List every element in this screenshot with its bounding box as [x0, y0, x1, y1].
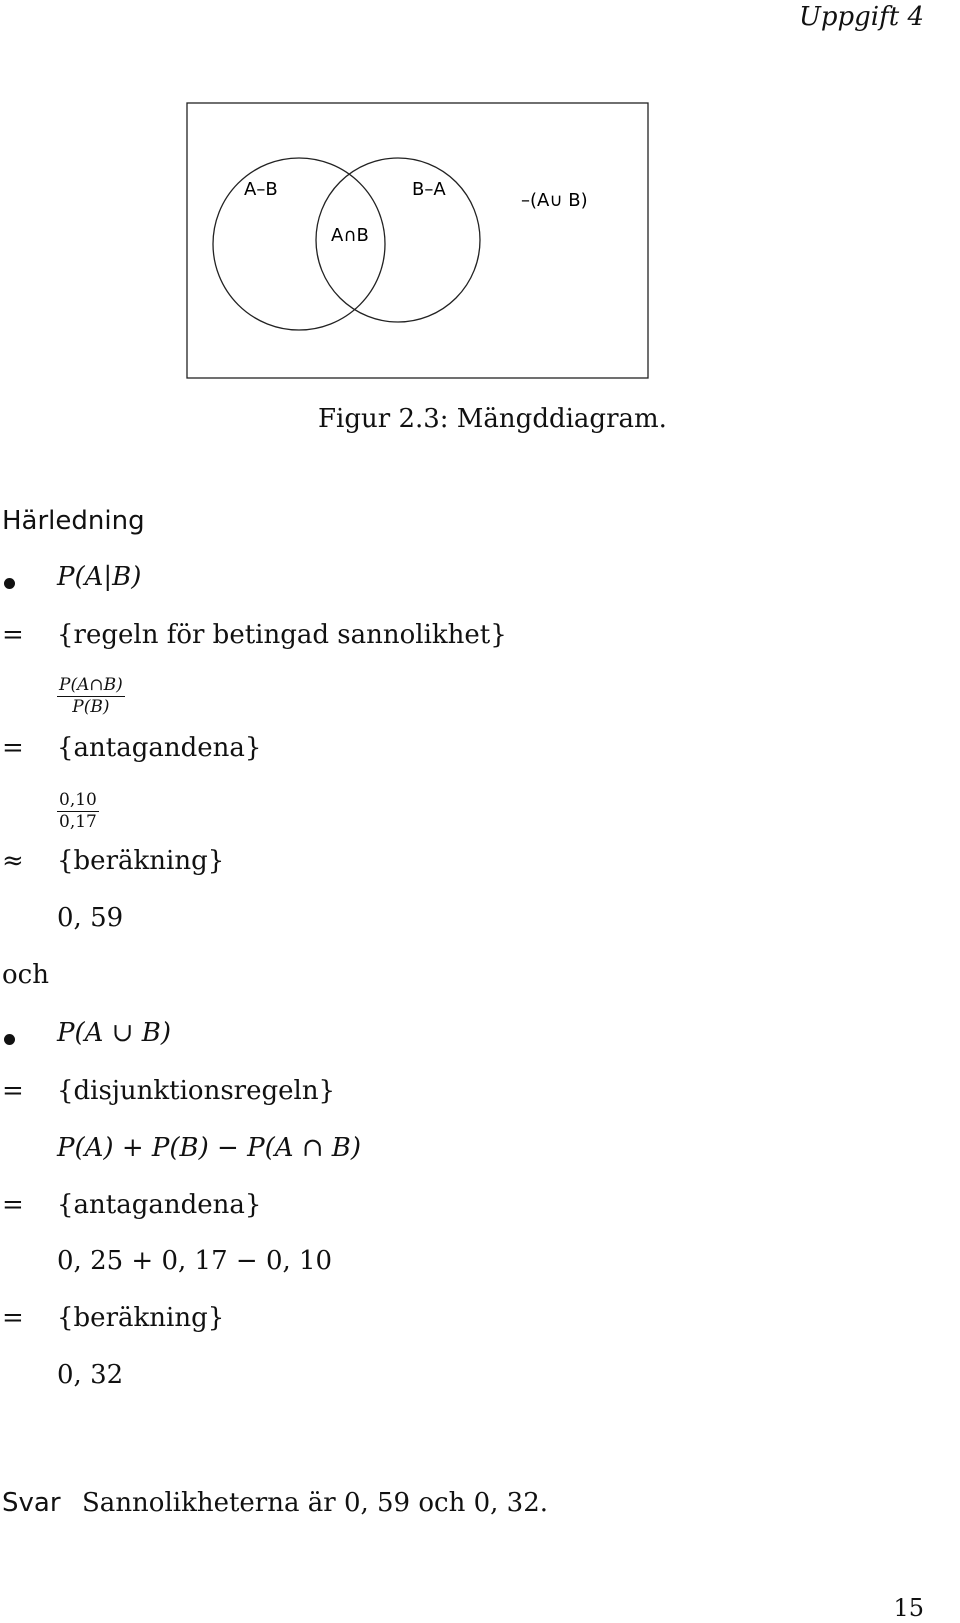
fraction-2-numerator: 0,10 — [59, 790, 97, 810]
part1-expression: P(A|B) — [57, 562, 142, 592]
part1-fraction-1 — [57, 676, 125, 716]
answer-text: Sannolikheterna är 0, 59 och 0, 32. — [82, 1488, 549, 1518]
part2-line3: 0, 25 + 0, 17 − 0, 10 — [57, 1246, 333, 1276]
section-title: Härledning — [2, 506, 145, 536]
part2-step3-hint: {beräkning} — [57, 1303, 225, 1333]
label-complement-union: –(A∪ B) — [521, 190, 588, 211]
page-header: Uppgift 4 — [798, 2, 924, 32]
part1-step1-symbol: = — [2, 620, 24, 650]
part1-step3-symbol: ≈ — [2, 846, 24, 876]
bullet-1 — [4, 578, 15, 589]
label-a-minus-b: A–B — [244, 179, 278, 200]
part2-expression: P(A ∪ B) — [57, 1018, 171, 1048]
page-number: 15 — [893, 1594, 924, 1622]
connector-och: och — [2, 960, 49, 990]
part2-line2: P(A) + P(B) − P(A ∩ B) — [57, 1133, 362, 1163]
part1-step2-symbol: = — [2, 733, 24, 763]
part2-step1-symbol: = — [2, 1076, 24, 1106]
part1-step1-hint: {regeln för betingad sannolikhet} — [57, 620, 507, 650]
part1-fraction-2 — [57, 791, 99, 831]
part1-step2-hint: {antagandena} — [57, 733, 262, 763]
part1-result: 0, 59 — [57, 903, 124, 933]
fraction-1-numerator: P(A∩B) — [59, 675, 123, 695]
universe-rect — [187, 103, 648, 378]
figure-caption: Figur 2.3: Mängddiagram. — [318, 404, 667, 434]
part1-step3-hint: {beräkning} — [57, 846, 225, 876]
label-b-minus-a: B–A — [412, 179, 446, 200]
bullet-2 — [4, 1034, 15, 1045]
part2-step2-symbol: = — [2, 1190, 24, 1220]
part2-step3-symbol: = — [2, 1303, 24, 1333]
part2-step2-hint: {antagandena} — [57, 1190, 262, 1220]
part2-step1-hint: {disjunktionsregeln} — [57, 1076, 336, 1106]
part2-result: 0, 32 — [57, 1360, 124, 1390]
fraction-2-denominator: 0,17 — [59, 811, 97, 832]
label-a-and-b: A∩B — [331, 225, 369, 246]
fraction-1-denominator: P(B) — [72, 696, 110, 717]
venn-diagram — [0, 0, 960, 430]
answer-label: Svar — [2, 1488, 61, 1518]
